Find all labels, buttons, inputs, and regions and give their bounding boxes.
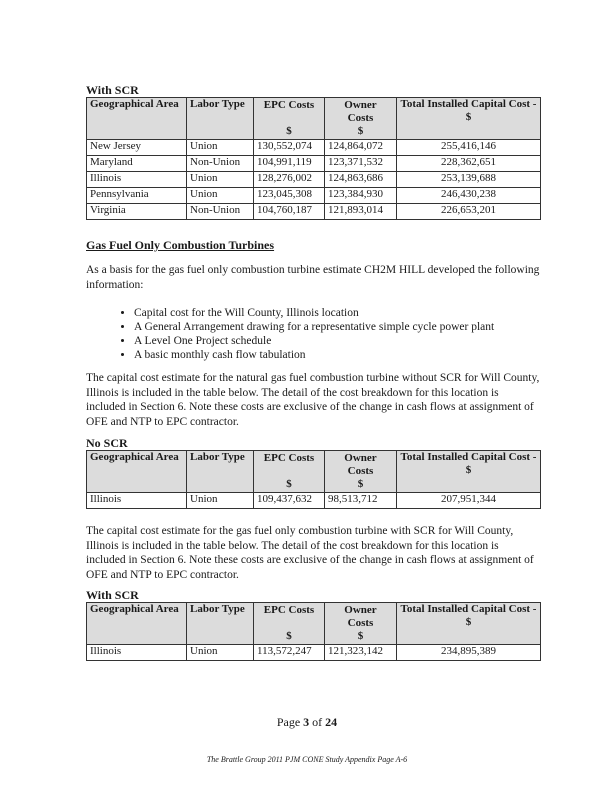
table-body: [87, 645, 541, 661]
section-heading: Gas Fuel Only Combustion Turbines: [86, 238, 275, 252]
page-total: 24: [325, 715, 338, 729]
cell-area: Pennsylvania: [87, 188, 187, 204]
cell-labor: Non-Union: [187, 204, 254, 220]
header-total: Total Installed Capital Cost - $: [397, 98, 541, 140]
cell-total-cost: 246,430,238: [397, 188, 541, 204]
header-total: Total Installed Capital Cost - $: [397, 603, 541, 645]
table-body: [87, 140, 541, 220]
cell-total-cost: 228,362,651: [397, 156, 541, 172]
header-labor: Labor Type: [187, 603, 254, 645]
header-epc-label: EPC Costs: [263, 604, 315, 616]
cell-labor: Union: [187, 188, 254, 204]
cell-area: Virginia: [87, 204, 187, 220]
header-epc-unit: $: [286, 630, 292, 642]
list-item: • A General Arrangement drawing for a representative simple cycle power plant: [134, 320, 554, 334]
header-labor: Labor Type: [187, 451, 254, 493]
cell-area: New Jersey: [87, 140, 187, 156]
header-owner-unit: $: [357, 125, 364, 137]
cell-area: Illinois: [87, 172, 187, 188]
cell-epc-cost: 123,045,308: [254, 188, 325, 204]
header-owner-label: Owner Costs: [344, 452, 377, 477]
cell-epc-cost: 128,276,002: [254, 172, 325, 188]
page-number-footer: [0, 715, 614, 730]
table-body: [87, 493, 541, 509]
cell-epc-cost: 130,552,074: [254, 140, 325, 156]
table-row: [87, 172, 541, 188]
paragraph-no-scr: The capital cost estimate for the natural gas fuel combustion turbine without SCR for Will County, Illinois is included in the table below. The detail of the cost breakdown for this location is included in Section 6. Note these costs are exclusive of the change in cash flows at assignment of OFE and NTP to EPC contractor.: [86, 372, 540, 428]
cell-epc-cost: 109,437,632: [254, 493, 325, 509]
paragraph-with-scr: The capital cost estimate for the gas fuel only combustion turbine with SCR for Will County, Illinois is included in the table below. The detail of the cost breakdown for this location is included in Section 6. Note these costs are exclusive of the change in cash flows at assignment of OFE and NTP to EPC contractor.: [86, 525, 534, 581]
table-header-row: [87, 451, 541, 493]
header-owner: [325, 603, 397, 645]
list-item: • Capital cost for the Will County, Illinois location: [134, 306, 554, 320]
header-epc-label: EPC Costs: [263, 99, 315, 111]
table-no-scr-block: [86, 437, 540, 509]
cell-epc-cost: 104,991,119: [254, 156, 325, 172]
cell-total-cost: 253,139,688: [397, 172, 541, 188]
table-caption: With SCR: [86, 588, 139, 602]
cell-labor: Union: [187, 493, 254, 509]
header-owner: [325, 98, 397, 140]
header-total: Total Installed Capital Cost - $: [397, 451, 541, 493]
header-area: Geographical Area: [87, 451, 187, 493]
header-epc: [254, 98, 325, 140]
table-caption: No SCR: [86, 436, 128, 450]
cell-area: Illinois: [87, 645, 187, 661]
header-epc-unit: $: [286, 478, 292, 490]
intro-paragraph: As a basis for the gas fuel only combustion turbine estimate CH2M HILL developed the following information:: [86, 264, 540, 291]
list-item: • A Level One Project schedule: [134, 334, 554, 348]
cell-epc-cost: 104,760,187: [254, 204, 325, 220]
header-owner: [325, 451, 397, 493]
header-epc: [254, 603, 325, 645]
cell-owner-cost: 121,323,142: [325, 645, 397, 661]
table-row: [87, 140, 541, 156]
table-with-scr-ct-block: [86, 589, 540, 661]
list-item: • A basic monthly cash flow tabulation: [134, 348, 554, 362]
cell-total-cost: 207,951,344: [397, 493, 541, 509]
bullet-list: [118, 306, 554, 362]
table-header-row: [87, 98, 541, 140]
table-row: [87, 204, 541, 220]
table-row: [87, 493, 541, 509]
header-owner-unit: $: [357, 630, 364, 642]
table-with-scr-block: [86, 84, 540, 220]
cell-owner-cost: 121,893,014: [325, 204, 397, 220]
cell-owner-cost: 123,371,532: [325, 156, 397, 172]
cell-total-cost: 226,653,201: [397, 204, 541, 220]
header-area: Geographical Area: [87, 603, 187, 645]
header-epc-label: EPC Costs: [263, 452, 315, 464]
cell-owner-cost: 123,384,930: [325, 188, 397, 204]
table-row: [87, 645, 541, 661]
cell-area: Maryland: [87, 156, 187, 172]
cost-table-no-scr: [86, 450, 541, 509]
cell-labor: Non-Union: [187, 156, 254, 172]
header-owner-label: Owner Costs: [344, 99, 377, 124]
header-epc: [254, 451, 325, 493]
cell-total-cost: 255,416,146: [397, 140, 541, 156]
cell-labor: Union: [187, 172, 254, 188]
cell-owner-cost: 98,513,712: [325, 493, 397, 509]
header-owner-label: Owner Costs: [344, 604, 377, 629]
table-row: [87, 156, 541, 172]
header-owner-unit: $: [357, 478, 364, 490]
cell-labor: Union: [187, 645, 254, 661]
cost-table-with-scr: [86, 97, 541, 220]
page-prefix: Page: [276, 715, 301, 729]
table-row: [87, 188, 541, 204]
footer-note: The Brattle Group 2011 PJM CONE Study Appendix Page A-6: [206, 755, 408, 764]
header-epc-unit: $: [286, 125, 292, 137]
page-of: of: [312, 715, 323, 729]
cost-table-with-scr-ct: [86, 602, 541, 661]
table-header-row: [87, 603, 541, 645]
cell-epc-cost: 113,572,247: [254, 645, 325, 661]
header-labor: Labor Type: [187, 98, 254, 140]
cell-owner-cost: 124,864,072: [325, 140, 397, 156]
header-area: Geographical Area: [87, 98, 187, 140]
cell-labor: Union: [187, 140, 254, 156]
cell-total-cost: 234,895,389: [397, 645, 541, 661]
page-number: 3: [303, 715, 310, 729]
cell-owner-cost: 124,863,686: [325, 172, 397, 188]
cell-area: Illinois: [87, 493, 187, 509]
table-caption: With SCR: [86, 83, 139, 97]
